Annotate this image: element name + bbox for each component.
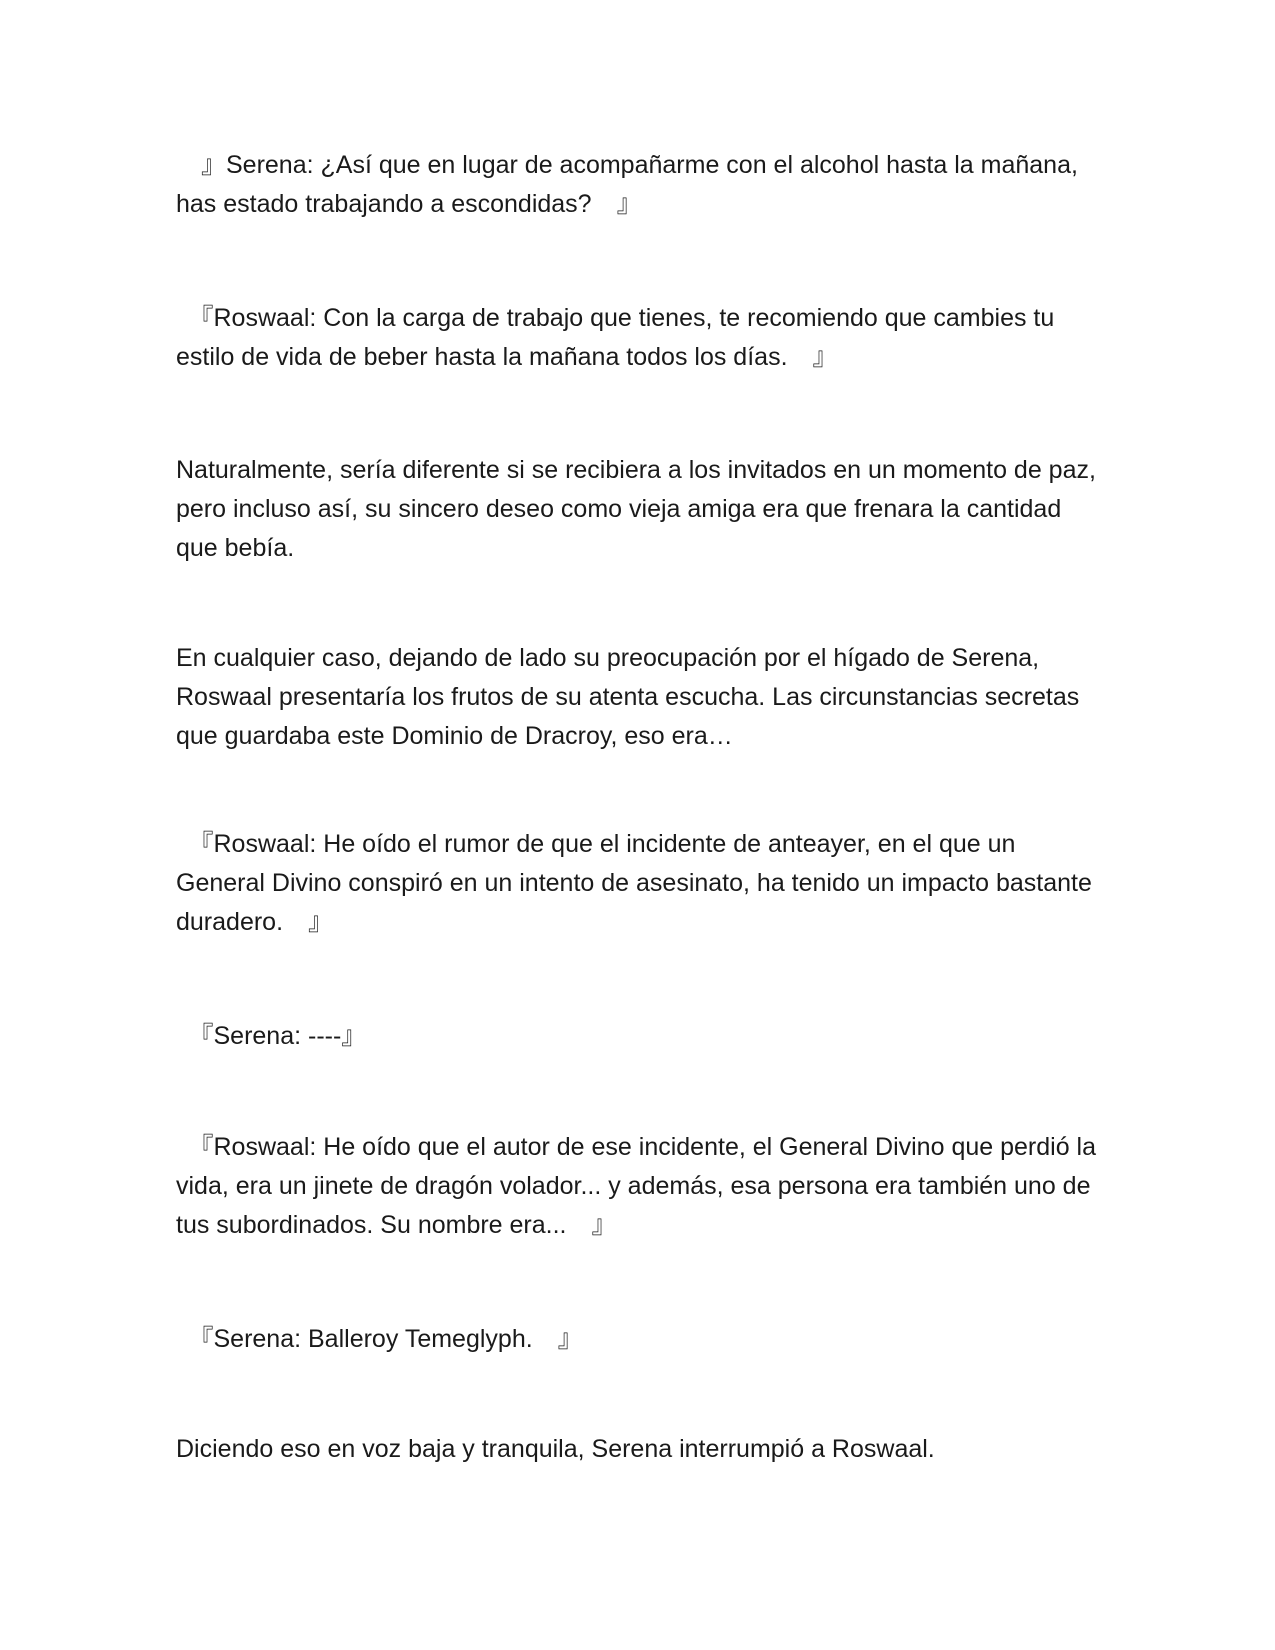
- paragraph-narration-3: Diciendo eso en voz baja y tranquila, Serena interrumpió a Roswaal.: [176, 1435, 935, 1463]
- paragraph-narration-1: Naturalmente, sería diferente si se recibiera a los invitados en un momento de paz, pero incluso así, su sincero deseo como vieja amiga era que frenara la cantidad que bebía.: [176, 456, 1096, 562]
- paragraph-roswaal-dialogue-1: 『Roswaal: Con la carga de trabajo que tienes, te recomiendo que cambies tu estilo de vida de beber hasta la mañana todos los días. 』: [176, 304, 1055, 371]
- paragraph-serena-dialogue-3: 『Serena: Balleroy Temeglyph. 』: [176, 1325, 583, 1353]
- paragraph-narration-2: En cualquier caso, dejando de lado su preocupación por el hígado de Serena, Roswaal presentaría los frutos de su atenta escucha. Las circunstancias secretas que guardaba este Dominio de Dracroy, eso era…: [176, 644, 1080, 750]
- paragraph-roswaal-dialogue-3: 『Roswaal: He oído que el autor de ese incidente, el General Divino que perdió la vida, era un jinete de dragón volador... y además, esa persona era también uno de tus subordinados. Su nombre era... 』: [176, 1133, 1096, 1239]
- paragraph-serena-dialogue-1: 』Serena: ¿Así que en lugar de acompañarme con el alcohol hasta la mañana, has estado trabajando a escondidas? 』: [176, 151, 1078, 218]
- paragraph-serena-dialogue-2: 『Serena: ----』: [176, 1022, 367, 1050]
- paragraph-roswaal-dialogue-2: 『Roswaal: He oído el rumor de que el incidente de anteayer, en el que un General Divino conspiró en un intento de asesinato, ha tenido un impacto bastante duradero. 』: [176, 830, 1092, 936]
